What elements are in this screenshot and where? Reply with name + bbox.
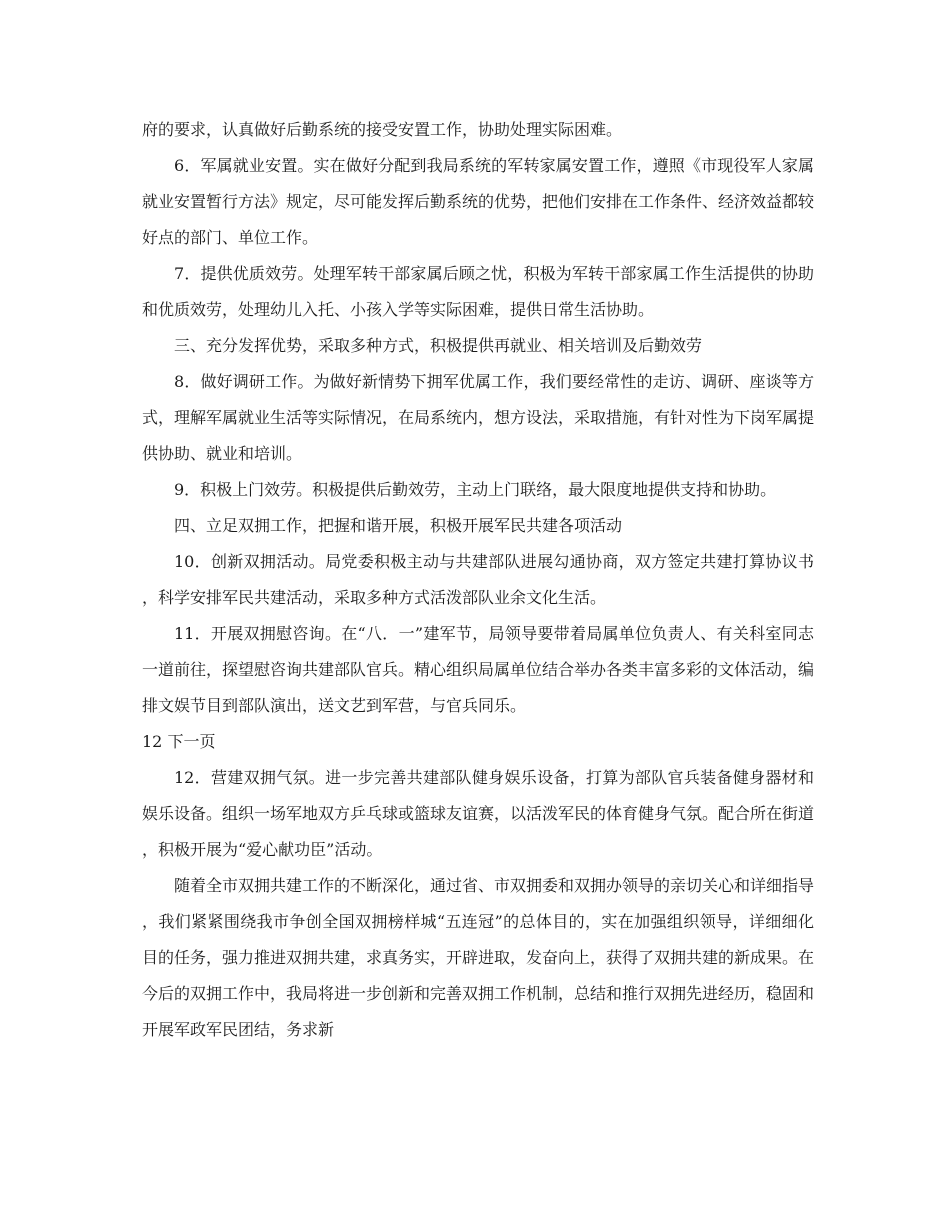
- paragraph-item-7: 7．提供优质效劳。处理军转干部家属后顾之忧，积极为军转干部家属工作生活提供的协助和优质效劳，处理幼儿入托、小孩入学等实际困难，提供日常生活协助。: [142, 264, 814, 319]
- document-body: [142, 112, 814, 1048]
- paragraph-item-12: 12．营建双拥气氛。进一步完善共建部队健身娱乐设备，打算为部队官兵装备健身器材和娱乐设备。组织一场军地双方乒乓球或篮球友谊赛，以活泼军民的体育健身气氛。配合所在街道，积极开展为“爱心献功臣”活动。: [142, 768, 815, 859]
- paragraph-summary: 随着全市双拥共建工作的不断深化，通过省、市双拥委和双拥办领导的亲切关心和详细指导，我们紧紧围绕我市争创全国双拥榜样城“五连冠”的总体目的，实在加强组织领导，详细细化目的任务，强力推进双拥共建，求真务实，开辟进取，发奋向上，获得了双拥共建的新成果。在今后的双拥工作中，我局将进一步创新和完善双拥工作机制，总结和推行双拥先进经历，稳固和开展军政军民团结，务求新: [142, 876, 815, 1039]
- paragraph-item-9: 9．积极上门效劳。积极提供后勤效劳，主动上门联络，最大限度地提供支持和协助。: [174, 480, 777, 499]
- paragraph-item-6: 6．军属就业安置。实在做好分配到我局系统的军转家属安置工作，遵照《市现役军人家属就业安置暂行方法》规定，尽可能发挥后勤系统的优势，把他们安排在工作条件、经济效益都较好点的部门、单位工作。: [142, 156, 815, 247]
- paragraph-item-8: 8．做好调研工作。为做好新情势下拥军优属工作，我们要经常性的走访、调研、座谈等方式，理解军属就业生活等实际情况，在局系统内，想方设法，采取措施，有针对性为下岗军属提供协助、就业和培训。: [142, 372, 815, 463]
- page-break-marker: 12 下一页: [142, 732, 216, 751]
- section-heading-3: 三、充分发挥优势，采取多种方式，积极提供再就业、相关培训及后勤效劳: [174, 336, 703, 355]
- paragraph-continued: 府的要求，认真做好后勤系统的接受安置工作，协助处理实际困难。: [142, 120, 623, 139]
- section-heading-4: 四、立足双拥工作，把握和谐开展，积极开展军民共建各项活动: [174, 516, 623, 535]
- paragraph-item-11: 11．开展双拥慰咨询。在“八．一”建军节，局领导要带着局属单位负责人、有关科室同志一道前往，探望慰咨询共建部队官兵。精心组织局属单位结合举办各类丰富多彩的文体活动，编排文娱节目到部队演出，送文艺到军营，与官兵同乐。: [142, 624, 815, 715]
- paragraph-item-10: 10．创新双拥活动。局党委积极主动与共建部队进展勾通协商，双方签定共建打算协议书，科学安排军民共建活动，采取多种方式活泼部队业余文化生活。: [142, 552, 814, 607]
